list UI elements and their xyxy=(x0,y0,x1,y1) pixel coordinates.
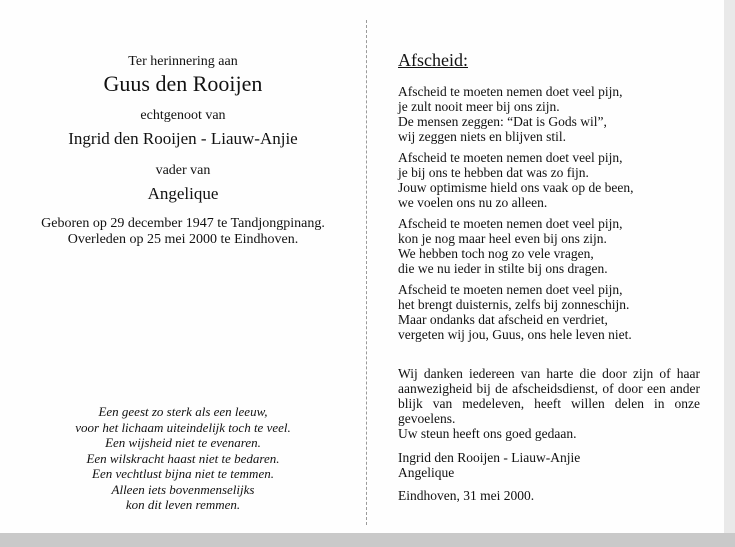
stanza-line: Afscheid te moeten nemen doet veel pijn, xyxy=(398,84,623,99)
fold-line xyxy=(366,20,367,525)
thanks-closing: Uw steun heeft ons goed gedaan. xyxy=(398,426,577,441)
signature-line: Angelique xyxy=(398,465,455,480)
stanza-1 xyxy=(398,84,623,144)
stanza-4 xyxy=(398,282,632,342)
spouse-label: echtgenoot van xyxy=(140,108,226,123)
stanza-line: Afscheid te moeten nemen doet veel pijn, xyxy=(398,216,623,231)
left-panel xyxy=(0,0,366,533)
stanza-line: De mensen zeggen: “Dat is Gods wil”, xyxy=(398,114,607,129)
thanks-text: Wij danken iedereen van harte die door zijn of haar aanwezigheid bij de afscheidsdienst, of door een ander blijk van medeleven, heeft willen delen in onze gevoelens. xyxy=(398,366,700,426)
stanza-line: We hebben toch nog zo vele vragen, xyxy=(398,246,594,261)
poem-line: Een wijsheid niet te evenaren. xyxy=(105,435,261,450)
afscheid-heading: Afscheid: xyxy=(398,50,468,70)
left-poem xyxy=(0,404,366,513)
intro-text: Ter herinnering aan xyxy=(128,54,238,69)
spouse-name: Ingrid den Rooijen - Liauw-Anjie xyxy=(68,129,298,148)
child-name: Angelique xyxy=(147,184,219,203)
stanza-line: kon je nog maar heel even bij ons zijn. xyxy=(398,231,607,246)
signature-block xyxy=(398,450,580,480)
stanza-line: wij zeggen niets en blijven stil. xyxy=(398,129,566,144)
stanza-line: Afscheid te moeten nemen doet veel pijn, xyxy=(398,150,623,165)
stanza-3 xyxy=(398,216,623,276)
death-line: Overleden op 25 mei 2000 te Eindhoven. xyxy=(67,232,299,247)
stanza-line: die we nu ieder in stilte bij ons dragen. xyxy=(398,261,608,276)
place-date: Eindhoven, 31 mei 2000. xyxy=(398,488,535,503)
stanza-line: je zult nooit meer bij ons zijn. xyxy=(398,99,560,114)
poem-line: Een wilskracht haast niet te bedaren. xyxy=(86,450,280,466)
deceased-name: Guus den Rooijen xyxy=(103,71,263,96)
stanza-line: we voelen ons nu zo alleen. xyxy=(398,195,548,210)
signature-line: Ingrid den Rooijen - Liauw-Anjie xyxy=(398,450,581,465)
poem-line: Een vechtlust bijna niet te temmen. xyxy=(92,466,274,481)
poem-line: Een geest zo sterk als een leeuw, xyxy=(98,404,268,419)
stanza-line: je bij ons te hebben dat was zo fijn. xyxy=(398,165,589,180)
stanza-2 xyxy=(398,150,633,210)
thanks-block xyxy=(398,366,700,441)
poem-line: voor het lichaam uiteindelijk toch te veel. xyxy=(75,419,291,435)
stanza-line: Afscheid te moeten nemen doet veel pijn, xyxy=(398,282,623,297)
card-edge-shadow xyxy=(724,0,735,533)
stanza-line: Jouw optimisme hield ons vaak op de been, xyxy=(398,180,634,195)
poem-line: kon dit leven remmen. xyxy=(125,497,241,512)
stanza-line: vergeten wij jou, Guus, ons hele leven niet. xyxy=(398,327,632,342)
father-label: vader van xyxy=(155,163,211,178)
stanza-line: Maar ondanks dat afscheid en verdriet, xyxy=(398,312,608,327)
poem-line: Alleen iets bovenmenselijks xyxy=(111,481,255,497)
stanza-line: het brengt duisternis, zelfs bij zonneschijn. xyxy=(398,297,630,312)
birth-line: Geboren op 29 december 1947 te Tandjongpinang. xyxy=(41,216,325,231)
scan-bottom-edge xyxy=(0,533,735,547)
